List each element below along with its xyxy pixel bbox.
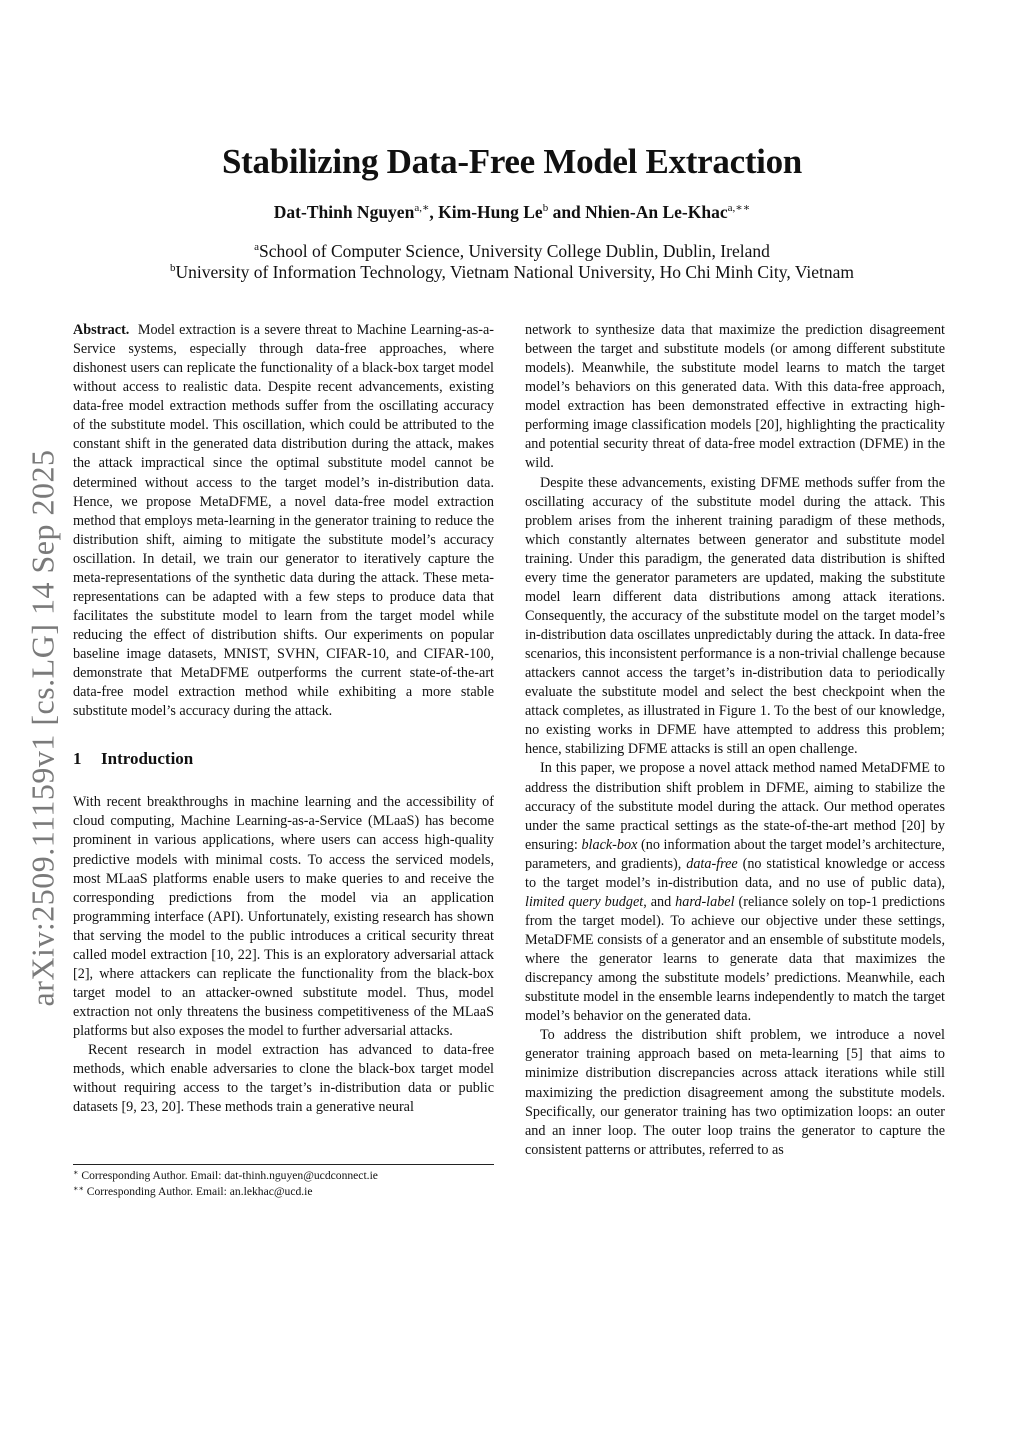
right-column: [525, 321, 945, 1160]
italic-term: hard-label: [675, 893, 735, 910]
paper-title: Stabilizing Data-Free Model Extraction: [222, 142, 802, 181]
arxiv-identifier-text: arXiv:2509.11159v1 [cs.LG] 14 Sep 2025: [24, 449, 61, 1007]
section-title: Introduction: [101, 749, 194, 769]
author-list: [0, 202, 1024, 223]
body-paragraph: Despite these advancements, existing DFME methods suffer from the oscillating accuracy of the substitute model during the attack. This problem arises from the inherent training paradigm of these methods, which constantly alternates between generator and substitute model training. Under this paradigm, the generated data distribution is shifted every time the generator parameters are updated, making the substitute model learn different data distributions among attack iterations. Consequently, the accuracy of the substitute model on the target model’s in-distribution data oscillates unpredictably during the attack. In data-free scenarios, this inconsistent performance is a non-trivial challenge because attackers cannot access the target’s in-distribution data to periodically evaluate the substitute model and select the best checkpoint when the attack completes, as illustrated in Figure 1. To the best of our knowledge, no existing works in DFME have attempted to address this problem; hence, stabilizing DFME attacks is still an open challenge.: [525, 474, 945, 758]
italic-term: limited query budget: [525, 893, 644, 910]
left-column: [73, 321, 494, 1117]
italic-term: data-free: [686, 855, 738, 872]
footnote-text: Corresponding Author. Email: dat-thinh.nguyen@ucdconnect.ie: [81, 1169, 378, 1182]
abstract-text: Model extraction is a severe threat to Machine Learning-as-a-Service systems, especially through data-free approaches, where dishonest users can replicate the functionality of a black-box target model without access to realistic data. Despite recent advancements, existing data-free model extraction methods suffer from the oscillating accuracy of the substitute model. This oscillation, which could be attributed to the constant shift in the generated data distribution during the attack, makes the attack impractical since the optimal substitute model cannot be determined without access to the target model’s in-distribution data. Hence, we propose MetaDFME, a novel data-free model extraction method that employs meta-learning in the generator training to reduce the distribution shift, aiming to mitigate the substitute model’s accuracy oscillation. In detail, we train our generator to iteratively capture the meta-representations of the synthetic data during the attack. These meta-representations can be adapted with a few steps to produce data that facilitates the substitute model to learn from the target model while reducing the effect of distribution shifts. Our experiments on popular baseline image datasets, MNIST, SVHN, CIFAR-10, and CIFAR-100, demonstrate that MetaDFME outperforms the current state-of-the-art data-free model extraction method while exhibiting a more stable substitute model’s accuracy during the attack.: [73, 322, 495, 720]
abstract: [73, 321, 494, 721]
paragraph-text: (no statistical knowledge or access to the target model’s in-distribution data, and no use of public data),: [525, 855, 945, 891]
affiliation: [0, 241, 1024, 262]
body-paragraph: network to synthesize data that maximize the prediction disagreement between the target and substitute models (or among different substitute models). Meanwhile, the substitute model learns to match the target model’s behaviors on this generated data. With this data-free approach, model extraction has been demonstrated effective in extracting high-performing image classification models [20], highlighting the practicality and potential security threat of data-free model extraction (DFME) in the wild.: [525, 322, 945, 472]
footnote-divider: [73, 1164, 494, 1165]
affiliation-mark: b: [169, 262, 176, 274]
paragraph-text: , and: [643, 893, 676, 910]
footnotes: [73, 1168, 494, 1200]
section-heading: [73, 749, 494, 769]
paragraph-text: (reliance solely on top-1 predictions from the target model). To achieve our objective under these settings, MetaDFME consists of a generator and an ensemble of substitute models, where the generator learns to generate data that maximizes the discrepancy among the substitute models’ predictions. Meanwhile, each substitute model in the ensemble learns independently to match the target model’s behavior on the generated data.: [525, 893, 945, 1025]
footnote-mark: ∗∗: [73, 1184, 84, 1193]
author-separator: ,: [429, 202, 439, 222]
body-paragraph: To address the distribution shift problem, we introduce a novel generator training approach based on meta-learning [5] that aims to minimize distribution discrepancies across attack iterations while still maximizing the prediction disagreement among the substitute models. Specifically, our generator training has two optimization loops: an outer and an inner loop. The outer loop trains the generator to capture the consistent patterns or attributes, referred to as: [525, 1027, 945, 1158]
author-affiliation-mark: a,∗: [414, 202, 430, 214]
italic-term: black-box: [581, 836, 638, 853]
author-name: Dat-Thinh Nguyen: [273, 202, 415, 222]
footnote: [73, 1168, 494, 1184]
paragraph-text: (no information about the target model’s architecture, parameters, and gradients),: [525, 836, 945, 872]
affiliation-text: School of Computer Science, University College Dublin, Dublin, Ireland: [259, 241, 770, 261]
section-number: 1: [73, 749, 82, 769]
affiliation: [0, 262, 1024, 283]
author-separator: and: [548, 202, 586, 222]
body-paragraph: [525, 759, 945, 1026]
affiliation-mark: a: [254, 241, 260, 253]
author-affiliation-mark: b: [542, 202, 549, 214]
paragraph-text: In this paper, we propose a novel attack method named MetaDFME to address the distribution shift problem in DFME, aiming to stabilize the accuracy of the substitute model during the attack. Our method operates under the same practical settings as the state-of-the-art method [20] by ensuring:: [525, 760, 945, 853]
affiliation-text: University of Information Technology, Vietnam National University, Ho Chi Minh City, Vietnam: [175, 262, 855, 282]
arxiv-identifier-sidebar: [19, 425, 67, 1031]
footnote: [73, 1184, 494, 1200]
author-affiliation-mark: a,∗∗: [727, 202, 751, 214]
author-name: Nhien-An Le-Khac: [585, 202, 728, 222]
body-paragraph: With recent breakthroughs in machine learning and the accessibility of cloud computing, Machine Learning-as-a-Service (MLaaS) has become prominent in various applications, where users can access high-quality predictive models with minimal costs. To access the serviced models, most MLaaS platforms enable users to make queries to and receive the corresponding predictions from the model via an application programming interface (API). Unfortunately, existing research has shown that serving the model to the public introduces a critical security threat called model extraction [10, 22]. This is an exploratory adversarial attack [2], where attackers can replicate the functionality from the black-box target model to an attacker-owned substitute model. Thus, model extraction not only threatens the business competitiveness of the MLaaS platforms but also exposes the model to further adversarial attacks.: [73, 794, 494, 1040]
footnote-mark: ∗: [73, 1168, 79, 1177]
abstract-label: Abstract.: [73, 322, 130, 338]
body-paragraph: Recent research in model extraction has advanced to data-free methods, which enable adversaries to clone the black-box target model without requiring access to the target’s in-distribution data or public datasets [9, 23, 20]. These methods train a generative neural: [73, 1042, 494, 1116]
author-name: Kim-Hung Le: [438, 202, 543, 222]
footnote-text: Corresponding Author. Email: an.lekhac@ucd.ie: [86, 1185, 313, 1198]
